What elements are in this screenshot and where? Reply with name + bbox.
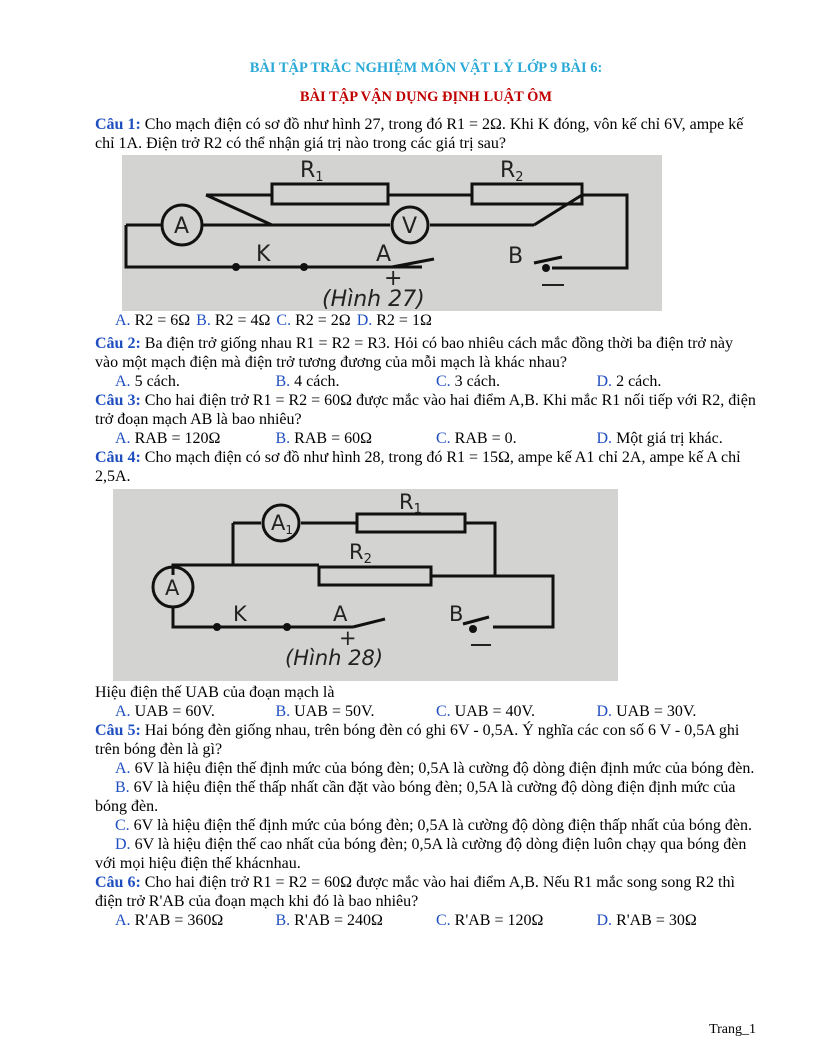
label-plus: + xyxy=(384,266,403,291)
question-6-options xyxy=(95,911,757,930)
option-a[interactable]: A. RAB = 120Ω xyxy=(115,430,221,447)
question-4 xyxy=(95,448,757,486)
figure-caption-28: (Hình 28) xyxy=(285,646,384,670)
circuit-diagram-27 xyxy=(122,155,662,311)
option-b[interactable]: B. R'AB = 240Ω xyxy=(275,912,383,929)
question-label: Câu 3: xyxy=(95,392,141,409)
question-3 xyxy=(95,391,757,429)
label-ammeter-1: A1 xyxy=(271,511,294,537)
question-2-options xyxy=(95,372,757,391)
option-a[interactable]: A. 6V là hiệu điện thế định mức của bóng đèn; 0,5A là cường độ dòng điện định mức của bóng đèn. xyxy=(115,760,755,777)
option-c[interactable]: C. UAB = 40V. xyxy=(436,703,535,720)
option-a[interactable]: A. R'AB = 360Ω xyxy=(115,912,224,929)
option-c[interactable]: C. 6V là hiệu điện thế định mức của bóng đèn; 0,5A là cường độ dòng điện thấp nhất của bóng đèn. xyxy=(115,817,752,834)
label-plus: + xyxy=(339,626,357,650)
label-k: K xyxy=(233,602,247,626)
label-b: B xyxy=(449,602,464,626)
question-text: Ba điện trở giống nhau R1 = R2 = R3. Hỏi có bao nhiêu cách mắc đồng thời ba điện trở này vào một mạch điện mà điện trở tương đương của mỗi mạch là khác nhau? xyxy=(95,335,733,371)
question-text: Cho mạch điện có sơ đồ như hình 27, trong đó R1 = 2Ω. Khi K đóng, vôn kế chỉ 6V, ampe kế chỉ 1A. Điện trở R2 có thể nhận giá trị nào trong các giá trị sau? xyxy=(95,116,744,152)
label-ammeter: A xyxy=(165,576,180,600)
option-a[interactable]: A. R2 = 6Ω xyxy=(115,312,191,329)
question-label: Câu 1: xyxy=(95,116,141,133)
label-r2: R2 xyxy=(349,540,372,567)
document-subtitle: BÀI TẬP VẬN DỤNG ĐỊNH LUẬT ÔM xyxy=(299,89,553,105)
document-page xyxy=(95,56,757,930)
question-label: Câu 5: xyxy=(95,722,141,739)
option-d[interactable]: D. R'AB = 30Ω xyxy=(596,912,697,929)
option-d[interactable]: D. 6V là hiệu điện thế cao nhất của bóng đèn; 0,5A là cường độ dòng điện luôn chạy qua bóng đèn với mọi hiệu điện thế khácnhau. xyxy=(95,836,747,872)
option-b[interactable]: B. 6V là hiệu điện thế thấp nhất cần đặt vào bóng đèn; 0,5A là cường độ dòng điện định mức của bóng đèn. xyxy=(95,779,736,815)
question-text: Cho hai điện trở R1 = R2 = 60Ω được mắc vào hai điểm A,B. Khi mắc R1 nối tiếp với R2, điện trở đoạn mạch AB là bao nhiêu? xyxy=(95,392,756,428)
figure-caption-27: (Hình 27) xyxy=(322,287,425,311)
page-number: Trang_1 xyxy=(709,1022,756,1037)
question-text: Cho mạch điện có sơ đồ như hình 28, trong đó R1 = 15Ω, ampe kế A1 chỉ 2A, ampe kế A chỉ 2,5A. xyxy=(95,449,741,485)
option-d[interactable]: D. 2 cách. xyxy=(596,373,662,390)
option-d[interactable]: D. UAB = 30V. xyxy=(596,703,697,720)
question-text: Cho hai điện trở R1 = R2 = 60Ω được mắc vào hai điểm A,B. Nếu R1 mắc song song R2 thì điện trở R'AB của đoạn mạch khi đó là bao nhiêu? xyxy=(95,874,735,910)
option-c[interactable]: C. R2 = 2Ω xyxy=(276,312,351,329)
figure-27 xyxy=(122,155,662,311)
option-c[interactable]: C. R'AB = 120Ω xyxy=(436,912,544,929)
option-b[interactable]: B. 4 cách. xyxy=(275,373,340,390)
question-4-continuation: Hiệu điện thế UAB của đoạn mạch là xyxy=(95,684,335,701)
question-label: Câu 6: xyxy=(95,874,141,891)
question-1-options xyxy=(95,311,757,330)
question-5 xyxy=(95,721,757,759)
option-a[interactable]: A. 5 cách. xyxy=(115,373,180,390)
label-r1: R1 xyxy=(399,490,422,517)
figure-28 xyxy=(113,489,618,681)
question-text: Hai bóng đèn giống nhau, trên bóng đèn có ghi 6V - 0,5A. Ý nghĩa các con số 6 V - 0,5A ghi trên bóng đèn là gì? xyxy=(95,722,740,758)
label-a: A xyxy=(333,602,348,626)
question-label: Câu 2: xyxy=(95,335,141,352)
option-b[interactable]: B. UAB = 50V. xyxy=(275,703,375,720)
document-title: BÀI TẬP TRẮC NGHIỆM MÔN VẬT LÝ LỚP 9 BÀI 6: xyxy=(249,60,603,76)
label-ammeter: A xyxy=(174,214,190,239)
option-b[interactable]: B. RAB = 60Ω xyxy=(275,430,372,447)
label-voltmeter: V xyxy=(402,214,418,239)
option-c[interactable]: C. 3 cách. xyxy=(436,373,500,390)
question-6 xyxy=(95,873,757,911)
question-3-options xyxy=(95,429,757,448)
label-b: B xyxy=(508,244,524,269)
question-4-options xyxy=(95,702,757,721)
label-r1: R1 xyxy=(300,158,324,185)
option-a[interactable]: A. UAB = 60V. xyxy=(115,703,215,720)
label-a: A xyxy=(376,242,392,267)
option-d[interactable]: D. Một giá trị khác. xyxy=(596,430,723,447)
question-label: Câu 4: xyxy=(95,449,141,466)
question-2 xyxy=(95,334,757,372)
label-k: K xyxy=(256,242,271,267)
option-b[interactable]: B. R2 = 4Ω xyxy=(196,312,271,329)
option-d[interactable]: D. R2 = 1Ω xyxy=(356,312,432,329)
question-1 xyxy=(95,115,757,153)
circuit-diagram-28 xyxy=(113,489,618,681)
label-r2: R2 xyxy=(500,158,524,185)
option-c[interactable]: C. RAB = 0. xyxy=(436,430,517,447)
